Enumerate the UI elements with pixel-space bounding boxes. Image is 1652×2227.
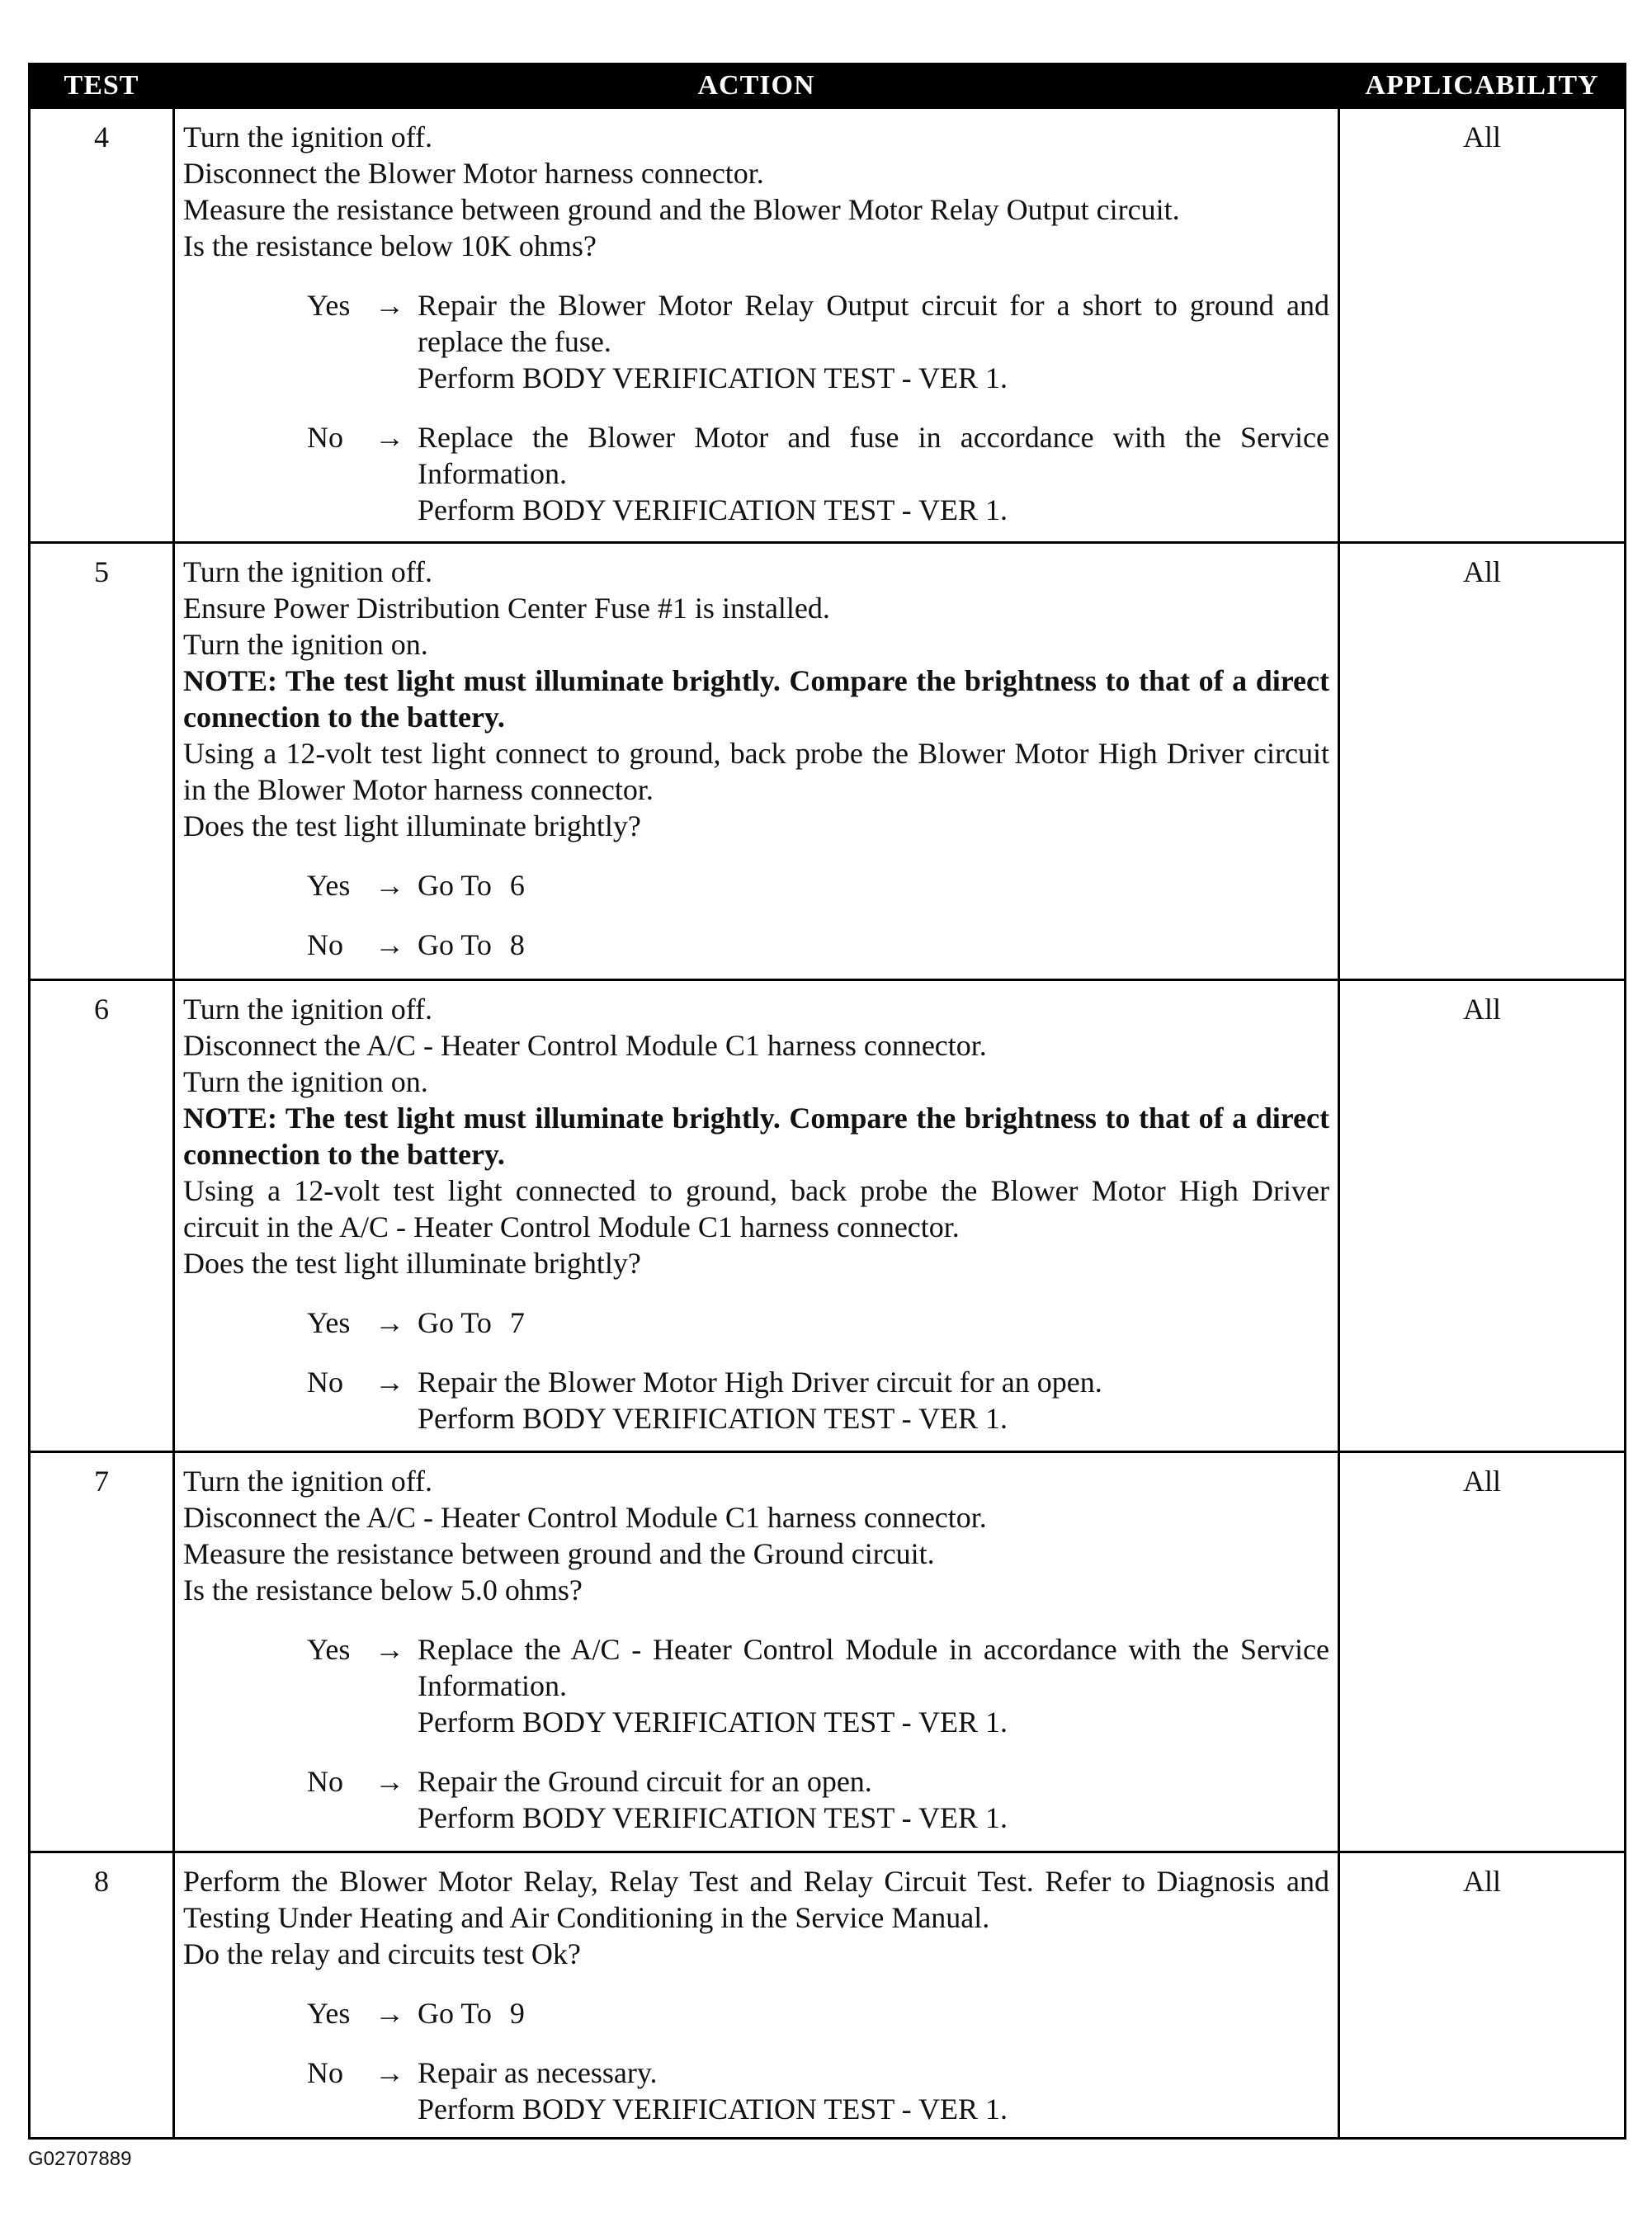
step-text: Using a 12-volt test light connect to ground, back probe the Blower Motor High Driver circuit in the Blower Motor harness connector. (183, 737, 1329, 806)
question-text: Does the test light illuminate brightly? (183, 1247, 641, 1280)
header-applicability: APPLICABILITY (1339, 64, 1626, 108)
right-arrow-icon: → (375, 289, 404, 322)
right-arrow-icon: → (375, 421, 404, 454)
test-number: 8 (30, 1852, 174, 2139)
action-cell (174, 1852, 1339, 2139)
yes-branch (183, 867, 1329, 904)
note-text: NOTE: The test light must illuminate brightly. Compare the brightness to that of a direct connection to the battery. (183, 1102, 1329, 1171)
no-label: No (307, 1366, 343, 1399)
yes-label: Yes (307, 869, 351, 902)
no-branch (183, 2055, 1329, 2127)
yes-branch (183, 1631, 1329, 1740)
step-text: Turn the ignition on. (183, 1065, 428, 1098)
branch-text: Repair the Blower Motor Relay Output circuit for a short to ground and replace the fuse. (418, 289, 1329, 358)
right-arrow-icon: → (375, 1765, 404, 1798)
no-branch (183, 1763, 1329, 1836)
no-label: No (307, 928, 343, 961)
table-row (30, 1452, 1626, 1852)
figure-code: G02707889 (28, 2148, 132, 2170)
no-label: No (307, 2056, 343, 2089)
yes-label: Yes (307, 289, 351, 322)
step-text: Turn the ignition off. (183, 1465, 433, 1498)
diagnostic-document (28, 63, 1624, 2140)
no-branch (183, 419, 1329, 528)
branch-text: Perform BODY VERIFICATION TEST - VER 1. (418, 2093, 1008, 2126)
branch-text: Perform BODY VERIFICATION TEST - VER 1. (418, 493, 1008, 526)
action-cell (174, 1452, 1339, 1852)
yes-label: Yes (307, 1997, 351, 2030)
applicability-value: All (1339, 543, 1626, 980)
branch-text: Perform BODY VERIFICATION TEST - VER 1. (418, 1801, 1008, 1834)
test-number: 7 (30, 1452, 174, 1852)
step-text: Using a 12-volt test light connected to ground, back probe the Blower Motor High Driver circuit in the A/C - Heater Control Module C1 harness connector. (183, 1174, 1329, 1243)
step-text: Turn the ignition off. (183, 993, 433, 1026)
table-row (30, 1852, 1626, 2139)
yes-branch (183, 1305, 1329, 1341)
applicability-value: All (1339, 980, 1626, 1452)
no-label: No (307, 421, 343, 454)
note-text: NOTE: The test light must illuminate brightly. Compare the brightness to that of a direct connection to the battery. (183, 664, 1329, 734)
goto-text: Go To (418, 869, 492, 902)
table-row (30, 980, 1626, 1452)
step-text: Measure the resistance between ground and the Ground circuit. (183, 1537, 935, 1570)
step-text: Turn the ignition on. (183, 628, 428, 661)
step-text: Turn the ignition off. (183, 120, 433, 153)
goto-text: Go To (418, 1306, 492, 1339)
step-text: Measure the resistance between ground and the Blower Motor Relay Output circuit. (183, 193, 1180, 226)
table-row (30, 108, 1626, 543)
right-arrow-icon: → (375, 869, 404, 902)
action-cell (174, 108, 1339, 543)
branch-text: Repair the Ground circuit for an open. (418, 1765, 872, 1798)
diagnostic-table (28, 63, 1626, 2140)
branch-text: Replace the Blower Motor and fuse in accordance with the Service Information. (418, 421, 1329, 490)
branch-text: Repair as necessary. (418, 2056, 658, 2089)
step-text: Ensure Power Distribution Center Fuse #1 is installed. (183, 592, 830, 625)
right-arrow-icon: → (375, 1997, 404, 2030)
step-text: Disconnect the A/C - Heater Control Module C1 harness connector. (183, 1501, 987, 1534)
branch-text: Perform BODY VERIFICATION TEST - VER 1. (418, 1402, 1008, 1435)
goto-text: Go To (418, 928, 492, 961)
header-action: ACTION (174, 64, 1339, 108)
step-text: Turn the ignition off. (183, 555, 433, 588)
no-branch (183, 927, 1329, 963)
goto-number: 8 (509, 928, 525, 961)
question-text: Does the test light illuminate brightly? (183, 809, 641, 842)
question-text: Do the relay and circuits test Ok? (183, 1937, 581, 1970)
right-arrow-icon: → (375, 928, 404, 961)
yes-branch (183, 1995, 1329, 2031)
no-branch (183, 1364, 1329, 1437)
question-text: Is the resistance below 5.0 ohms? (183, 1574, 583, 1607)
right-arrow-icon: → (375, 1306, 404, 1339)
goto-number: 7 (509, 1306, 525, 1339)
branch-text: Perform BODY VERIFICATION TEST - VER 1. (418, 361, 1008, 394)
table-row (30, 543, 1626, 980)
test-number: 6 (30, 980, 174, 1452)
goto-text: Go To (418, 1997, 492, 2030)
branch-text: Repair the Blower Motor High Driver circuit for an open. (418, 1366, 1102, 1399)
step-text: Disconnect the Blower Motor harness connector. (183, 157, 764, 190)
step-text: Disconnect the A/C - Heater Control Module C1 harness connector. (183, 1029, 987, 1062)
goto-number: 9 (509, 1997, 525, 2030)
question-text: Is the resistance below 10K ohms? (183, 229, 597, 262)
test-number: 5 (30, 543, 174, 980)
table-header-row (30, 64, 1626, 108)
action-cell (174, 980, 1339, 1452)
right-arrow-icon: → (375, 1633, 404, 1666)
applicability-value: All (1339, 108, 1626, 543)
no-label: No (307, 1765, 343, 1798)
test-number: 4 (30, 108, 174, 543)
applicability-value: All (1339, 1852, 1626, 2139)
yes-branch (183, 287, 1329, 396)
action-cell (174, 543, 1339, 980)
applicability-value: All (1339, 1452, 1626, 1852)
branch-text: Replace the A/C - Heater Control Module in accordance with the Service Information. (418, 1633, 1329, 1702)
yes-label: Yes (307, 1633, 351, 1666)
step-text: Perform the Blower Motor Relay, Relay Test and Relay Circuit Test. Refer to Diagnosis and Testing Under Heating and Air Conditioning in the Service Manual. (183, 1865, 1329, 1934)
yes-label: Yes (307, 1306, 351, 1339)
branch-text: Perform BODY VERIFICATION TEST - VER 1. (418, 1706, 1008, 1739)
right-arrow-icon: → (375, 2056, 404, 2089)
right-arrow-icon: → (375, 1366, 404, 1399)
header-test: TEST (30, 64, 174, 108)
goto-number: 6 (509, 869, 525, 902)
